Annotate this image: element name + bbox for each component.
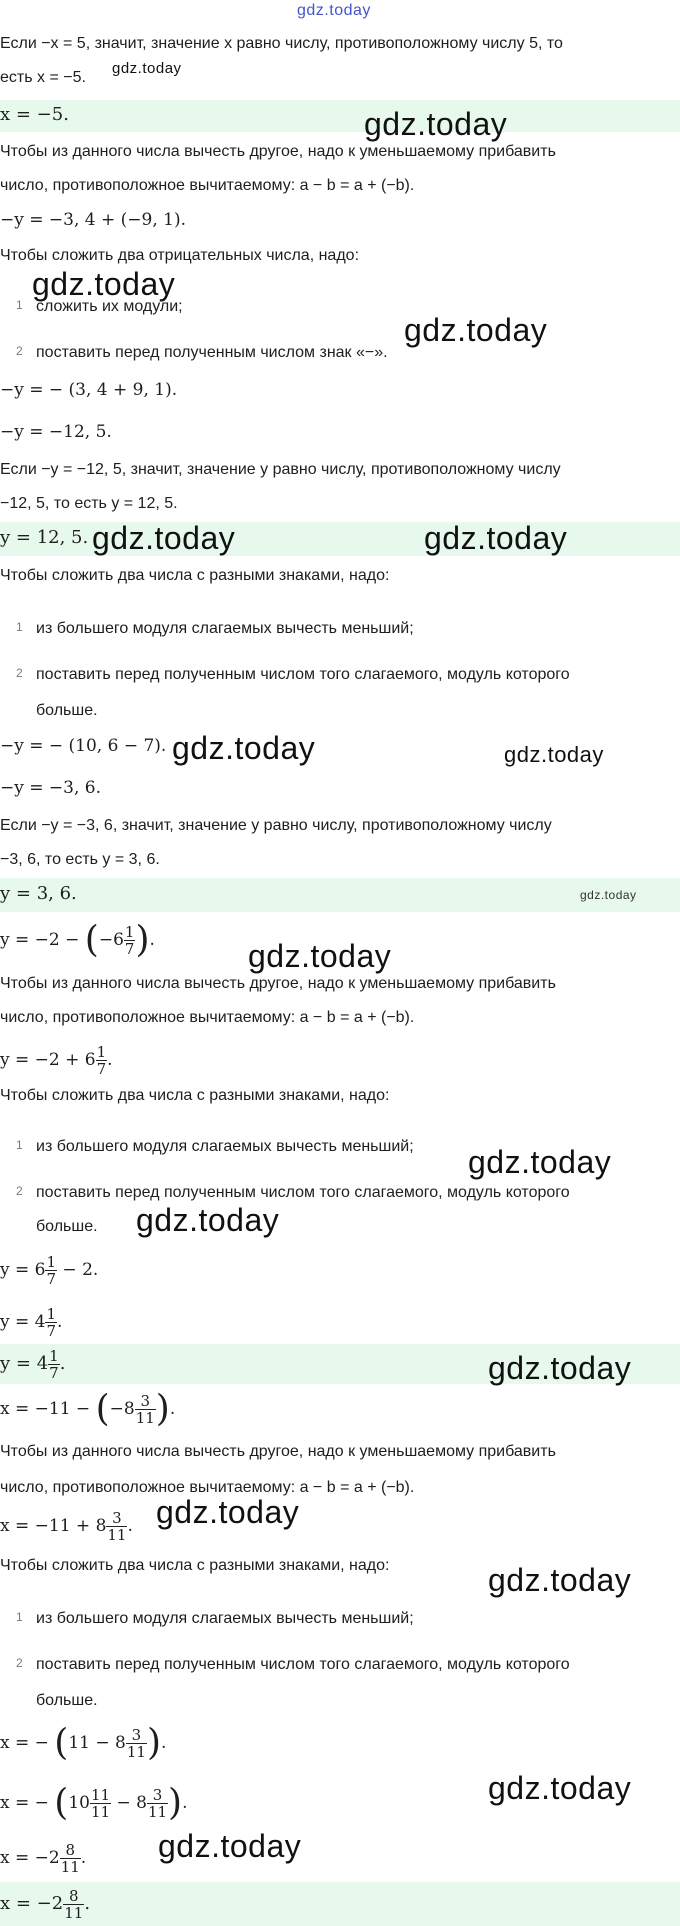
answer-text: y = 3, 6. bbox=[0, 883, 77, 904]
equation-part: x = −11 − bbox=[0, 1399, 96, 1419]
text-line: −3, 6, то есть y = 3, 6. bbox=[0, 851, 160, 868]
period: . bbox=[182, 1793, 188, 1813]
list-number: 2 bbox=[16, 666, 23, 680]
denominator: 7 bbox=[124, 940, 135, 958]
list-number: 1 bbox=[16, 620, 23, 634]
equation-part: x = −11 + 8 bbox=[0, 1516, 107, 1536]
text-line: Если −x = 5, значит, значение x равно числу, противоположному числу 5, то bbox=[0, 35, 563, 52]
denominator: 7 bbox=[96, 1060, 107, 1078]
watermark: gdz.today bbox=[488, 1350, 632, 1386]
fraction bbox=[45, 1254, 57, 1287]
text-line: Чтобы сложить два числа с разными знаками, надо: bbox=[0, 1087, 390, 1104]
equation bbox=[0, 1300, 680, 1344]
watermark: gdz.today bbox=[32, 266, 176, 302]
denominator: 11 bbox=[147, 1803, 168, 1821]
equation: −y = − (10, 6 − 7). bbox=[0, 736, 167, 756]
list-item bbox=[0, 620, 680, 644]
equation: −y = − (3, 4 + 9, 1). bbox=[0, 380, 178, 400]
paren-close: ) bbox=[168, 1782, 183, 1824]
numerator: 1 bbox=[124, 923, 135, 941]
text-line: число, противоположное вычитаемому: a − b = a + (−b). bbox=[0, 1009, 415, 1026]
equation: −y = −12, 5. bbox=[0, 422, 112, 442]
equation-part: − 8 bbox=[111, 1793, 147, 1813]
text-line: −12, 5, то есть y = 12, 5. bbox=[0, 495, 178, 512]
watermark: gdz.today bbox=[92, 520, 236, 556]
equation-part: y = −2 − bbox=[0, 930, 85, 950]
fraction bbox=[126, 1727, 147, 1760]
period: . bbox=[160, 1733, 167, 1753]
equation bbox=[0, 1720, 680, 1766]
equation bbox=[0, 1248, 680, 1292]
denominator: 7 bbox=[49, 1363, 59, 1382]
list-item bbox=[0, 666, 680, 690]
fraction bbox=[147, 1787, 168, 1820]
equation-part: y = 4 bbox=[0, 1312, 46, 1332]
equation-part: x = −2 bbox=[0, 1848, 60, 1868]
answer-text: x = −5. bbox=[0, 104, 69, 125]
numerator: 3 bbox=[106, 1510, 127, 1527]
equation bbox=[0, 1386, 680, 1432]
list-number: 1 bbox=[16, 1138, 23, 1152]
paren-close: ) bbox=[155, 1388, 170, 1430]
denominator: 11 bbox=[135, 1409, 155, 1427]
answer-part: y = 4 bbox=[0, 1353, 49, 1374]
equation-part: 11 − 8 bbox=[68, 1733, 126, 1753]
equation bbox=[0, 1038, 680, 1082]
watermark: gdz.today bbox=[172, 730, 316, 766]
list-number: 1 bbox=[16, 1610, 23, 1624]
watermark: gdz.today bbox=[404, 312, 548, 348]
numerator: 8 bbox=[60, 1842, 81, 1859]
period: . bbox=[80, 1848, 87, 1868]
fraction bbox=[45, 1306, 57, 1339]
answer-box bbox=[0, 1882, 680, 1926]
text-line: Чтобы сложить два числа с разными знаками, надо: bbox=[0, 1557, 390, 1574]
denominator: 7 bbox=[46, 1322, 57, 1340]
text-line: число, противоположное вычитаемому: a − b = a + (−b). bbox=[0, 1479, 415, 1496]
equation bbox=[0, 1504, 680, 1548]
text-line: Чтобы сложить два числа с разными знаками, надо: bbox=[0, 567, 390, 584]
denominator: 11 bbox=[60, 1858, 80, 1876]
watermark: gdz.today bbox=[488, 1770, 632, 1806]
watermark: gdz.today bbox=[424, 520, 568, 556]
list-text: поставить перед полученным числом того слагаемого, модуль которого bbox=[36, 666, 570, 683]
denominator: 11 bbox=[107, 1526, 127, 1544]
period: . bbox=[107, 1050, 113, 1070]
numerator: 8 bbox=[63, 1888, 84, 1905]
period: . bbox=[57, 1312, 63, 1332]
watermark: gdz.today bbox=[468, 1144, 612, 1180]
fraction bbox=[48, 1348, 60, 1381]
equation-part: y = 6 bbox=[0, 1260, 46, 1280]
watermark: gdz.today bbox=[156, 1494, 300, 1530]
top-watermark: gdz.today bbox=[297, 2, 371, 19]
answer-box bbox=[0, 878, 680, 912]
fraction bbox=[63, 1888, 84, 1921]
equation: −y = −3, 4 + (−9, 1). bbox=[0, 210, 186, 230]
watermark: gdz.today bbox=[488, 1562, 632, 1598]
text-line: Чтобы из данного числа вычесть другое, надо к уменьшаемому прибавить bbox=[0, 975, 556, 992]
paren-close: ) bbox=[146, 1722, 161, 1764]
list-item bbox=[0, 1184, 680, 1208]
numerator: 1 bbox=[46, 1305, 57, 1323]
fraction bbox=[60, 1842, 81, 1875]
list-text: из большего модуля слагаемых вычесть меньший; bbox=[36, 1610, 414, 1627]
list-item bbox=[0, 344, 680, 368]
numerator: 1 bbox=[46, 1253, 57, 1271]
equation: −y = −3, 6. bbox=[0, 778, 101, 798]
list-text: сложить их модули; bbox=[36, 298, 183, 315]
numerator: 3 bbox=[126, 1727, 147, 1744]
denominator: 11 bbox=[126, 1743, 146, 1761]
paren-open: ( bbox=[84, 919, 99, 961]
list-item-continuation bbox=[0, 1218, 680, 1242]
watermark: gdz.today bbox=[158, 1828, 302, 1864]
equation-part: y = −2 + 6 bbox=[0, 1050, 96, 1070]
watermark: gdz.today bbox=[136, 1202, 280, 1238]
text-line: Чтобы из данного числа вычесть другое, надо к уменьшаемому прибавить bbox=[0, 143, 556, 160]
list-number: 1 bbox=[16, 298, 23, 312]
watermark: gdz.today bbox=[504, 742, 604, 767]
equation-part: 10 bbox=[68, 1793, 90, 1813]
fraction bbox=[106, 1510, 127, 1543]
list-item-continuation bbox=[0, 702, 680, 726]
list-item bbox=[0, 1610, 680, 1634]
text-line: число, противоположное вычитаемому: a − b = a + (−b). bbox=[0, 177, 415, 194]
list-number: 2 bbox=[16, 344, 23, 358]
list-item bbox=[0, 298, 680, 322]
watermark: gdz.today bbox=[364, 106, 508, 142]
list-text: больше. bbox=[36, 1692, 98, 1709]
watermark: gdz.today bbox=[580, 888, 637, 902]
equation bbox=[0, 1836, 680, 1880]
fraction bbox=[124, 924, 136, 957]
period: . bbox=[59, 1353, 66, 1374]
text-line: Если −y = −12, 5, значит, значение y равно числу, противоположному числу bbox=[0, 461, 561, 478]
denominator: 11 bbox=[64, 1903, 84, 1922]
fraction bbox=[90, 1787, 111, 1820]
denominator: 11 bbox=[90, 1803, 111, 1821]
equation-part: x = − bbox=[0, 1733, 55, 1753]
paren-open: ( bbox=[54, 1722, 69, 1764]
denominator: 7 bbox=[46, 1270, 57, 1288]
paren-open: ( bbox=[54, 1782, 69, 1824]
list-text: больше. bbox=[36, 702, 98, 719]
list-number: 2 bbox=[16, 1184, 23, 1198]
list-text: из большего модуля слагаемых вычесть меньший; bbox=[36, 620, 414, 637]
answer-text: y = 12, 5. bbox=[0, 527, 89, 548]
text-line: Чтобы из данного числа вычесть другое, надо к уменьшаемому прибавить bbox=[0, 1443, 556, 1460]
answer-box bbox=[0, 100, 680, 132]
watermark: gdz.today bbox=[248, 938, 392, 974]
period: . bbox=[149, 930, 155, 950]
numerator: 3 bbox=[147, 1787, 168, 1804]
list-item bbox=[0, 1656, 680, 1680]
answer-part: x = −2 bbox=[0, 1893, 64, 1914]
numerator: 1 bbox=[96, 1043, 107, 1061]
period: . bbox=[127, 1516, 133, 1536]
period: . bbox=[84, 1893, 91, 1914]
numerator: 11 bbox=[90, 1786, 111, 1804]
watermark: gdz.today bbox=[112, 60, 182, 77]
text-line: Если −y = −3, 6, значит, значение y равно числу, противоположному числу bbox=[0, 817, 552, 834]
text-line: есть x = −5. bbox=[0, 69, 86, 86]
list-text: больше. bbox=[36, 1218, 98, 1235]
fraction bbox=[135, 1393, 156, 1426]
list-text: поставить перед полученным числом того слагаемого, модуль которого bbox=[36, 1656, 570, 1673]
equation-part: − 2. bbox=[57, 1260, 99, 1280]
text-line: Чтобы сложить два отрицательных числа, надо: bbox=[0, 247, 360, 264]
numerator: 3 bbox=[135, 1393, 156, 1410]
list-number: 2 bbox=[16, 1656, 23, 1670]
equation-part: x = − bbox=[0, 1793, 55, 1813]
list-text: поставить перед полученным числом знак «−». bbox=[36, 344, 388, 361]
list-item-continuation bbox=[0, 1692, 680, 1716]
period: . bbox=[169, 1399, 176, 1419]
paren-close: ) bbox=[135, 919, 150, 961]
answer-text bbox=[0, 1882, 90, 1926]
numerator: 1 bbox=[49, 1346, 59, 1365]
paren-open: ( bbox=[95, 1388, 110, 1430]
list-text: из большего модуля слагаемых вычесть меньший; bbox=[36, 1138, 414, 1155]
list-text: поставить перед полученным числом того слагаемого, модуль которого bbox=[36, 1184, 570, 1201]
fraction bbox=[96, 1044, 108, 1077]
equation-part: −8 bbox=[109, 1399, 135, 1419]
answer-text bbox=[0, 1344, 65, 1384]
equation-part: −6 bbox=[98, 930, 124, 950]
